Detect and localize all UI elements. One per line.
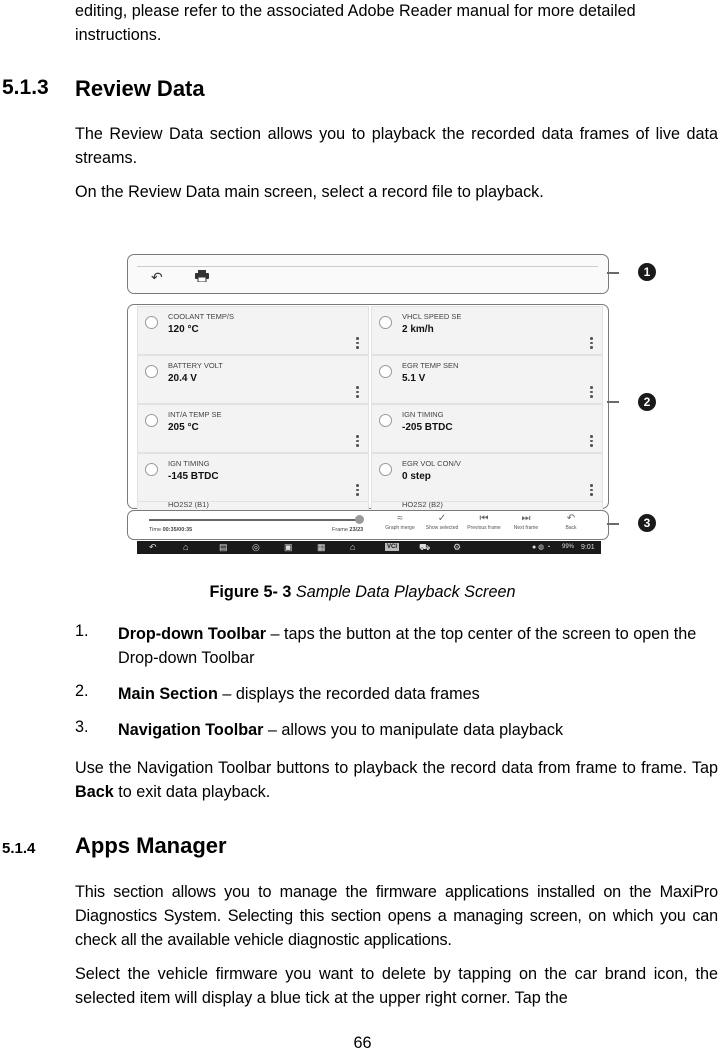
tile-parameter-name: EGR TEMP SEN [402, 361, 459, 370]
system-home-icon[interactable]: ⌂ [183, 542, 189, 552]
list-item-3-term: Navigation Toolbar [118, 721, 264, 739]
data-tile[interactable] [137, 306, 369, 355]
navigation-toolbar-paragraph [75, 756, 718, 804]
android-system-bar [137, 541, 601, 554]
select-radio[interactable] [379, 414, 392, 427]
review-data-paragraph-1: The Review Data section allows you to playback the recorded data frames of live data streams. [75, 125, 718, 167]
select-radio[interactable] [145, 316, 158, 329]
callout-line-1 [607, 272, 619, 274]
back-label: Back [565, 525, 577, 531]
print-icon[interactable] [195, 269, 209, 280]
frame-label: Frame [332, 527, 348, 533]
list-item-3-number: 3. [75, 718, 89, 736]
more-options-icon[interactable] [590, 386, 593, 400]
system-camera-icon[interactable]: ▣ [284, 542, 293, 552]
apps-manager-paragraph-2: Select the vehicle firmware you want to delete by tapping on the car brand icon, the selected item will display a blue tick at the upper right corner. Tap the [75, 965, 718, 1007]
system-browser-icon[interactable]: ◎ [252, 542, 260, 552]
back-button[interactable] [551, 513, 591, 531]
more-options-icon[interactable] [356, 435, 359, 449]
list-item-2-number: 2. [75, 682, 89, 700]
tile-parameter-value: 5.1 V [402, 373, 426, 384]
next-frame-label: Next frame [513, 525, 539, 531]
section-title-review-data: Review Data [75, 76, 205, 101]
system-clock: 9:01 [581, 544, 595, 551]
vci-icon[interactable]: VCI [387, 544, 398, 550]
section-number-514: 5.1.4 [2, 840, 36, 857]
back-arrow-icon[interactable]: ↶ [151, 269, 163, 285]
select-radio[interactable] [379, 316, 392, 329]
callout-3: 3 [638, 514, 656, 532]
data-tile[interactable] [137, 404, 369, 453]
tile-parameter-name: HO2S2 (B1) [168, 501, 209, 509]
graph-merge-button[interactable] [380, 513, 420, 531]
select-radio[interactable] [145, 365, 158, 378]
system-recent-apps-icon[interactable]: ▤ [219, 542, 228, 552]
time-label: Time [149, 527, 162, 533]
more-options-icon[interactable] [590, 484, 593, 498]
figure-caption [0, 583, 725, 602]
progress-slider-handle[interactable] [355, 515, 364, 524]
previous-frame-icon: ⏮ [479, 513, 489, 524]
select-radio[interactable] [145, 414, 158, 427]
tile-parameter-name: IGN TIMING [168, 459, 210, 468]
notification-icon: ● ◍ ◔ [532, 544, 551, 551]
more-options-icon[interactable] [590, 337, 593, 351]
data-tile[interactable] [137, 355, 369, 404]
figure-caption-text: Sample Data Playback Screen [295, 583, 516, 601]
callout-2: 2 [638, 393, 656, 411]
data-tile[interactable] [371, 453, 603, 502]
nav-para-after: to exit data playback. [113, 783, 271, 801]
back-icon: ↶ [566, 513, 576, 524]
tile-parameter-value: 20.4 V [168, 373, 197, 384]
section-number-513: 5.1.3 [2, 76, 49, 99]
figure-label: Figure 5- 3 [209, 583, 292, 601]
next-frame-icon: ⏭ [521, 513, 531, 524]
more-options-icon[interactable] [356, 337, 359, 351]
frame-readout [332, 527, 363, 533]
list-item-1-term: Drop-down Toolbar [118, 625, 267, 643]
list-item-2 [118, 682, 718, 706]
data-tile[interactable] [371, 355, 603, 404]
tile-parameter-value: 2 km/h [402, 324, 434, 335]
list-item-1-desc: – taps the button at the top center of the screen to open the Drop-down Toolbar [118, 625, 697, 667]
tile-parameter-value: -145 BTDC [168, 471, 219, 482]
battery-status: 99% [562, 544, 575, 550]
apps-manager-paragraph-1: This section allows you to manage the firmware applications installed on the MaxiPro Diagnostics System. Selecting this section opens a managing screen, on which you can check all the available vehicle diagnostic applications. [75, 883, 718, 949]
tile-parameter-name: EGR VOL CON/V [402, 459, 461, 468]
tile-parameter-value: 120 °C [168, 324, 199, 335]
tile-parameter-name: INT/A TEMP SE [168, 410, 222, 419]
frame-value: 23/23 [349, 527, 364, 533]
tile-parameter-name: HO2S2 (B2) [402, 501, 443, 509]
review-data-paragraph-2: On the Review Data main screen, select a record file to playback. [75, 183, 544, 201]
callout-1: 1 [638, 263, 656, 281]
list-item-3 [118, 718, 718, 742]
data-tile[interactable] [371, 404, 603, 453]
system-gallery-icon[interactable]: ▦ [317, 542, 326, 552]
time-value: 00:35/00:35 [162, 527, 193, 533]
nav-para-before: Use the Navigation Toolbar buttons to playback the record data from frame to frame. Tap [75, 759, 718, 777]
more-options-icon[interactable] [590, 435, 593, 449]
data-tile[interactable] [371, 306, 603, 355]
next-frame-button[interactable] [506, 513, 546, 531]
graph-merge-label: Graph merge [385, 525, 415, 531]
system-car-icon[interactable]: ⛟ [419, 542, 431, 552]
time-readout [149, 527, 192, 533]
more-options-icon[interactable] [356, 386, 359, 400]
tile-parameter-value: -205 BTDC [402, 422, 453, 433]
system-diagnose-icon[interactable]: ⚙ [453, 542, 462, 552]
playback-screen-figure [127, 254, 651, 566]
show-selected-icon: ✓ [437, 513, 447, 524]
tile-parameter-name: IGN TIMING [402, 410, 444, 419]
list-item-2-term: Main Section [118, 685, 218, 703]
system-home2-icon[interactable]: ⌂ [350, 542, 356, 552]
graph-merge-icon: ≈ [397, 513, 403, 524]
select-radio[interactable] [379, 365, 392, 378]
show-selected-label: Show selected [425, 525, 459, 531]
section-title-apps-manager: Apps Manager [75, 833, 227, 858]
list-item-1-number: 1. [75, 622, 89, 640]
select-radio[interactable] [379, 463, 392, 476]
list-item-3-desc: – allows you to manipulate data playback [263, 721, 564, 739]
tile-parameter-name: BATTERY VOLT [168, 361, 223, 370]
more-options-icon[interactable] [356, 484, 359, 498]
page-number: 66 [353, 1034, 372, 1052]
previous-frame-button[interactable] [464, 513, 504, 531]
select-radio[interactable] [145, 463, 158, 476]
toolbar-divider [137, 266, 598, 267]
show-selected-button[interactable] [422, 513, 462, 531]
intro-continued-text: editing, please refer to the associated Adobe Reader manual for more detailed instructions. [75, 2, 636, 44]
previous-frame-label: Previous frame [467, 525, 501, 531]
tile-parameter-name: VHCL SPEED SE [402, 312, 462, 321]
nav-para-back-term: Back [75, 783, 114, 801]
list-item-1 [118, 622, 718, 670]
progress-fill [149, 519, 359, 521]
callout-line-2 [607, 401, 619, 403]
tile-parameter-value: 0 step [402, 471, 431, 482]
tile-parameter-name: COOLANT TEMP/S [168, 312, 234, 321]
data-tile[interactable] [137, 453, 369, 502]
system-back-icon[interactable]: ↶ [149, 542, 157, 552]
tile-parameter-value: 205 °C [168, 422, 199, 433]
callout-line-3 [607, 523, 619, 525]
list-item-2-desc: – displays the recorded data frames [217, 685, 480, 703]
